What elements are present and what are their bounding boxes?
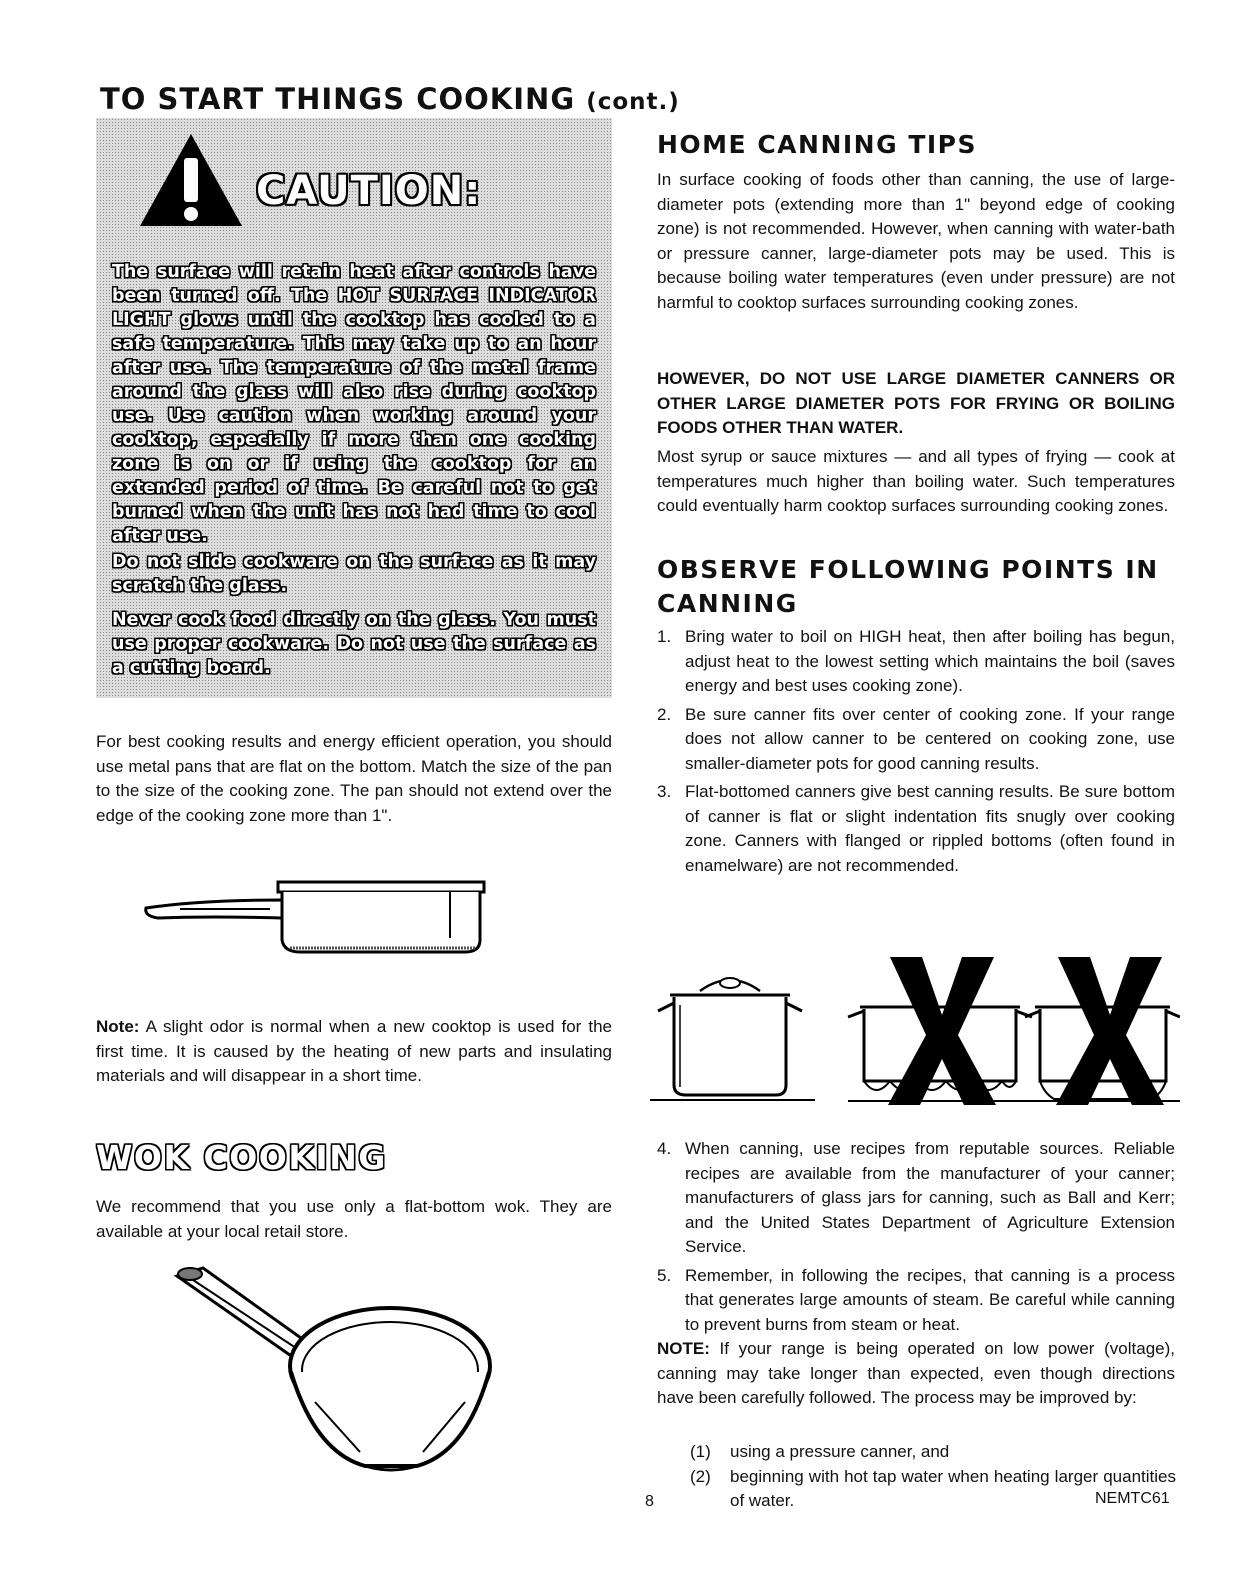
list-item: (2) beginning with hot tap water when heating larger quantities of water. [690,1466,1176,1510]
incorrect-canner-icon [848,957,1034,1105]
doc-code: NEMTC61 [1095,1490,1170,1507]
list-item: 3. Flat-bottomed canners give best canning results. Be sure bottom of canner is flat or slight indentation fits snugly over cooking zone. Canners with flanged or rippled bottoms (often found in enamelware) are not recommended. [657,782,1175,875]
list-item: (1) using a pressure canner, and [690,1442,950,1461]
low-power-note-text: If your range is being operated on low power (voltage), canning may take longer than expected, even though directions have been carefully followed. The process may be improved by: [657,1339,1175,1407]
caution-title: CAUTION: [256,168,482,214]
caution-paragraph-cookware: Never cook food directly on the glass. You must use proper cookware. Do not use the surface as a cutting board. [112,610,596,678]
odor-note-label: Note: [96,1017,140,1036]
canner-illustrations [650,955,1180,1105]
list-item: 5. Remember, in following the recipes, that canning is a process that generates large amounts of steam. Be careful while canning to prevent burns from steam or heat. [657,1265,1175,1334]
low-power-note [657,1337,1175,1411]
syrup-paragraph: Most syrup or sauce mixtures — and all types of frying — cook at temperatures much higher than boiling water. Such temperatures could eventually harm cooktop surfaces surrounding cooking zones. [657,447,1175,515]
warning-triangle-icon [136,130,246,230]
points-list [657,625,1175,878]
canning-paragraph: In surface cooking of foods other than canning, the use of large-diameter pots (extending more than 1" beyond edge of cooking zone) is not recommended. However, when canning with water-bath or pressure canner, large-diameter pots may be used. This is because boiling water temperatures (even under pressure) are not harmful to cooktop surfaces surrounding cooking zones. [657,170,1175,312]
canning-heading: HOME CANNING TIPS [657,130,978,159]
list-item: 1. Bring water to boil on HIGH heat, then after boiling has begun, adjust heat to the lowest setting which maintains the boil (saves energy and best uses cooking zone). [657,627,1175,695]
incorrect-canner-icon [1025,957,1180,1105]
page-title-suffix: (cont.) [586,89,680,115]
odor-note [96,1015,612,1089]
wok-heading: WOK COOKING [96,1138,387,1177]
caution-box [96,118,612,698]
pans-paragraph: For best cooking results and energy efficient operation, you should use metal pans that are flat on the bottom. Match the size of the pan to the size of the cooking zone. The pan should not extend over the edge of the cooking zone more than 1". [96,732,612,825]
list-item: 2. Be sure canner fits over center of cooking zone. If your range does not allow canner to be centered on cooking zone, use smaller-diameter pots for good canning results. [657,704,1175,773]
page-title [100,82,680,116]
low-power-note-label: NOTE: [657,1339,710,1358]
canning-warning: HOWEVER, DO NOT USE LARGE DIAMETER CANNERS OR OTHER LARGE DIAMETER POTS FOR FRYING OR BOILING FOODS OTHER THAN WATER. [657,369,1175,437]
caution-paragraph-slide: Do not slide cookware on the surface as it may scratch the glass. [112,552,596,596]
frying-pan-illustration [140,878,490,973]
points-list-continued [657,1137,1175,1337]
odor-note-text: A slight odor is normal when a new cooktop is used for the first time. It is caused by the heating of new parts and insulating materials and will disappear in a short time. [96,1017,612,1085]
caution-paragraph-heat: The surface will retain heat after controls have been turned off. The HOT SURFACE INDICATOR LIGHT glows until the cooktop has cooled to a safe temperature. This may take up to an hour after use. The temperature of the metal frame around the glass will also rise during cooktop use. Use caution when working around your cooktop, especially if more than one cooking zone is on or if using the cooktop for an extended period of time. Be careful not to get burned when the unit has not had time to cool after use. [112,262,596,546]
list-item: 4. When canning, use recipes from reputable sources. Reliable recipes are available from the manufacturer of your canner; manufacturers of glass jars for canning, such as Ball and Kerr; and the United States Department of Agriculture Extension Service. [657,1139,1175,1256]
wok-paragraph: We recommend that you use only a flat-bottom wok. They are available at your local retail store. [96,1197,612,1241]
page-title-text: TO START THINGS COOKING [100,82,576,116]
points-heading: OBSERVE FOLLOWING POINTS IN CANNING [657,555,1159,618]
wok-illustration [165,1262,495,1472]
page-number: 8 [645,1493,654,1510]
correct-canner-icon [650,978,815,1100]
